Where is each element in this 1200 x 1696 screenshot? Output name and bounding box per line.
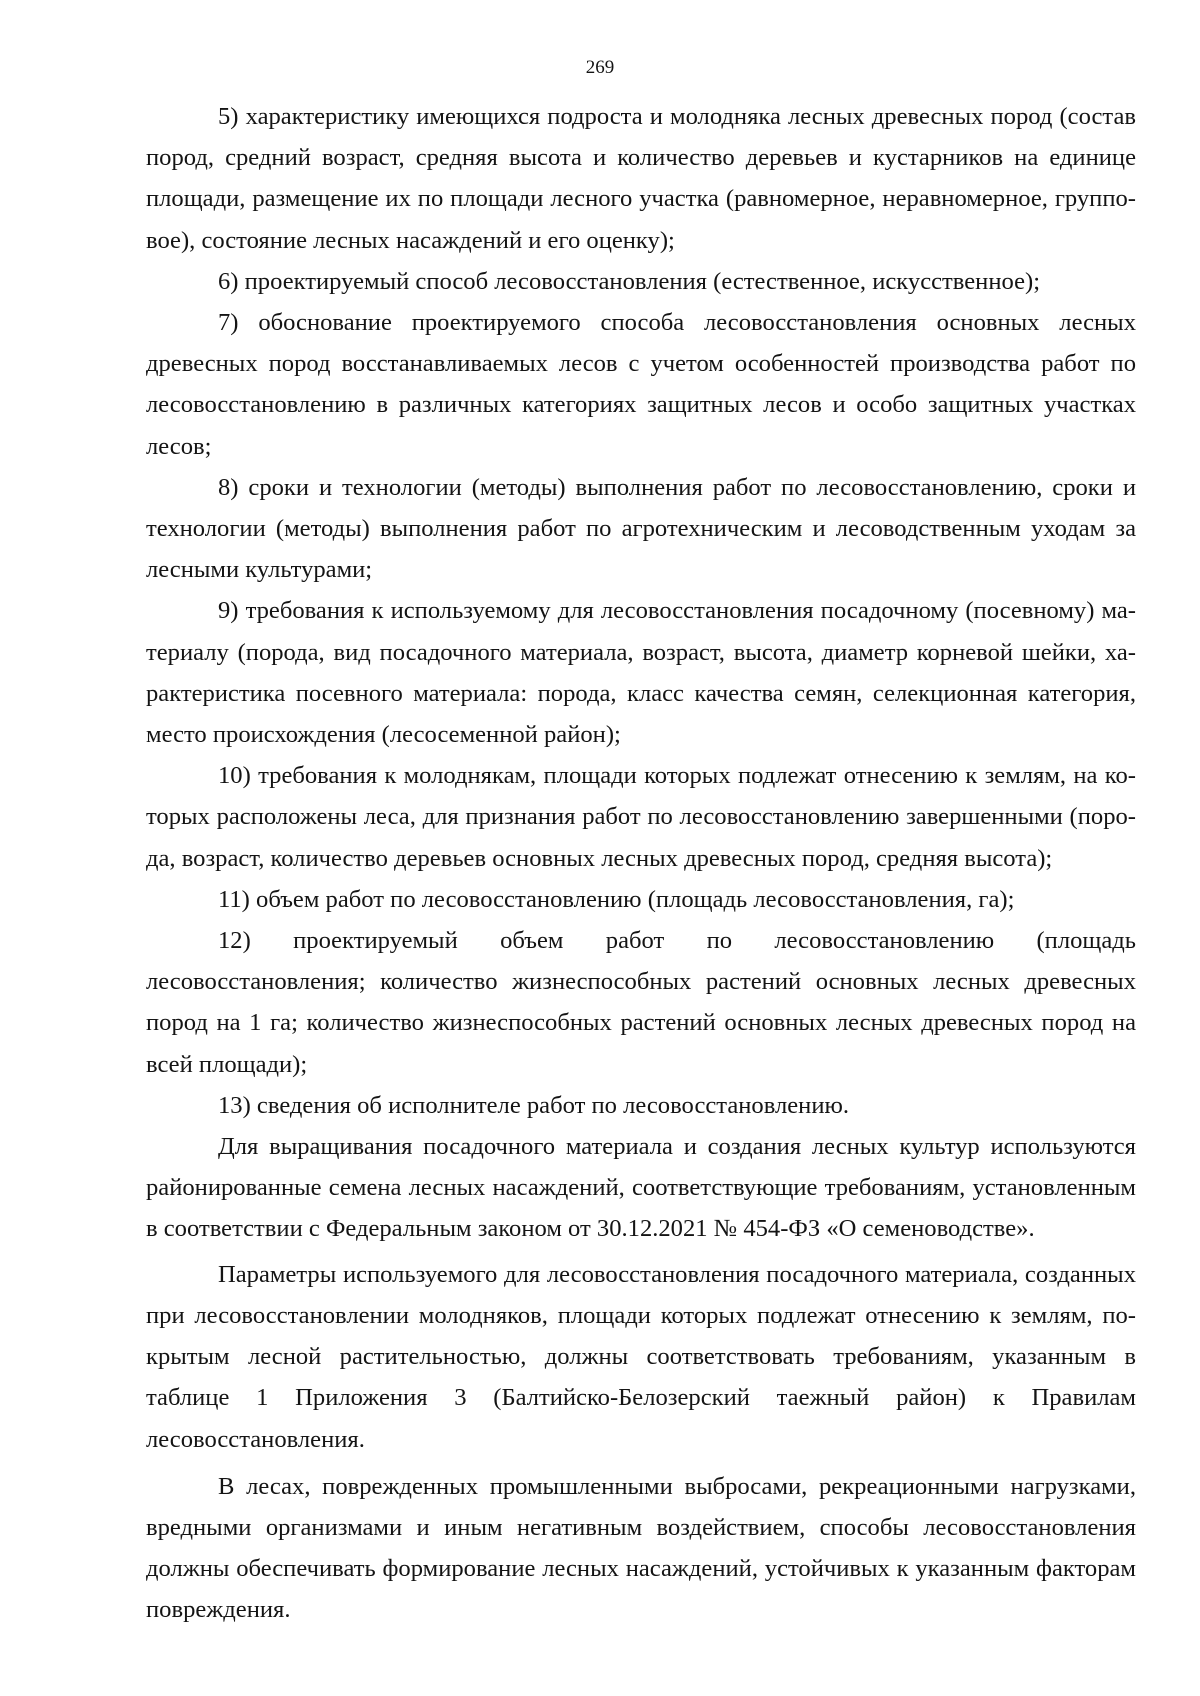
paragraph-item-9: 9) требования к используемому для лесовосстановления посадочному (посевному) материалу (порода, вид посадочного материала, возраст, высота, диаметр корневой шейки, характеристика посевного материала: порода, класс качества семян, селекционная категория, место происхождения (лесосеменной район); <box>146 597 1136 749</box>
paragraph-item-11: 11) объем работ по лесовосстановлению (площадь лесовосстановления, га); <box>218 885 1015 913</box>
page-number: 269 <box>585 57 615 78</box>
paragraph-item-13: 13) сведения об исполнителе работ по лесовосстановлению. <box>218 1091 850 1119</box>
paragraph-damaged-forests: В лесах, поврежденных промышленными выбросами, рекреационными нагрузками, вредными организмами и иным негативным воздействием, способы лесовосстановления должны обеспечивать формирование лесных насаждений, устойчивых к указанным факторам повреждения. <box>146 1472 1136 1624</box>
paragraph-parameters: Параметры используемого для лесовосстановления посадочного материала, созданных при лесовосстановлении молодняков, площади которых подлежат отнесению к землям, покрытым лесной растительностью, должны соответствовать требованиям, указанным в таблице 1 Приложения 3 (Балтийско-Белозерский таежный район) к Правилам лесовосстановления. <box>146 1260 1136 1453</box>
paragraph-item-6: 6) проектируемый способ лесовосстановления (естественное, искусственное); <box>218 267 1041 295</box>
paragraph-item-8: 8) сроки и технологии (методы) выполнения работ по лесовосстановлению, сроки и технологии (методы) выполнения работ по агротехническим и лесоводственным уходам за лесными культурами; <box>146 473 1136 584</box>
paragraph-item-7: 7) обоснование проектируемого способа лесовосстановления основных лесных древесных пород восстанавливаемых лесов с учетом особенностей производства работ по лесовосстановлению в различных категориях защитных лесов и особо защитных участках лесов; <box>146 309 1136 460</box>
paragraph-item-5: 5) характеристику имеющихся подроста и молодняка лесных древесных пород (состав пород, средний возраст, средняя высота и количество деревьев и кустарников на единице площади, размещение их по площади лесного участка (равномерное, неравномерное, групповое), состояние лесных насаждений и его оценку); <box>146 103 1136 254</box>
paragraph-item-12: 12) проектируемый объем работ по лесовосстановлению (площадь лесовосстановления; количество жизнеспособных растений основных лесных древесных пород на 1 га; количество жизнеспособных растений основных лесных древесных пород на всей площади); <box>146 927 1136 1078</box>
body-text <box>146 96 1136 1631</box>
paragraph-seeds: Для выращивания посадочного материала и создания лесных культур используются районированные семена лесных насаждений, соответствующие требованиям, установленным в соответствии с Федеральным законом от 30.12.2021 № 454-ФЗ «О семеноводстве». <box>146 1133 1136 1243</box>
paragraph-item-10: 10) требования к молоднякам, площади которых подлежат отнесению к землям, на которых расположены леса, для признания работ по лесовосстановлению завершенными (порода, возраст, количество деревьев основных лесных древесных пород, средняя высота); <box>146 762 1136 872</box>
